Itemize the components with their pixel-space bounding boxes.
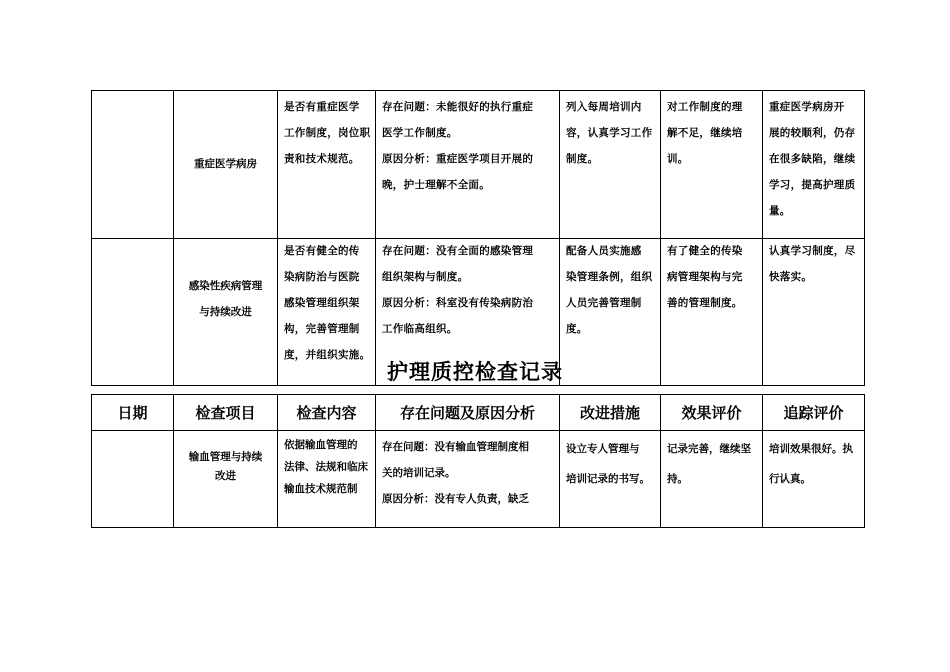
measures-cell: 列入每周培训内 容，认真学习工作 制度。 <box>559 90 660 238</box>
analysis-cell: 存在问题：没有全面的感染管理 组织架构与制度。 原因分析：科室没有传染病防治 工作临高组织。 <box>375 238 559 386</box>
item-cell: 输血管理与持续 改进 <box>173 430 277 527</box>
table-row <box>91 90 865 238</box>
analysis-cell: 存在问题：未能很好的执行重症 医学工作制度。 原因分析：重症医学项目开展的 晚，护士理解不全面。 <box>375 90 559 238</box>
analysis-cell: 存在问题：没有输血管理制度相 关的培训记录。 原因分析：没有专人负责，缺乏 <box>375 430 559 527</box>
effect-cell: 记录完善，继续坚 持。 <box>660 430 762 527</box>
measures-cell: 设立专人管理与 培训记录的书写。 <box>559 430 660 527</box>
header-content: 检查内容 <box>277 394 375 430</box>
date-cell <box>91 430 173 527</box>
tracking-cell: 重症医学病房开 展的较顺利，仍存 在很多缺陷，继续 学习，提高护理质 量。 <box>762 90 865 238</box>
tracking-cell: 培训效果很好。执 行认真。 <box>762 430 865 527</box>
date-cell <box>91 90 173 238</box>
table-row <box>91 430 865 527</box>
table-header-row <box>91 394 865 430</box>
top-table <box>91 90 865 386</box>
item-cell: 重症医学病房 <box>173 90 277 238</box>
content-cell: 是否有重症医学 工作制度，岗位职 责和技术规范。 <box>277 90 375 238</box>
page-title: 护理质控检查记录 <box>387 360 563 384</box>
bottom-table <box>91 394 865 528</box>
header-effect: 效果评价 <box>660 394 762 430</box>
tracking-cell: 认真学习制度，尽 快落实。 <box>762 238 865 386</box>
effect-cell: 有了健全的传染 病管理架构与完 善的管理制度。 <box>660 238 762 386</box>
header-analysis: 存在问题及原因分析 <box>375 394 559 430</box>
header-date: 日期 <box>91 394 173 430</box>
header-tracking: 追踪评价 <box>762 394 865 430</box>
measures-cell: 配备人员实施感 染管理条例，组织 人员完善管理制 度。 <box>559 238 660 386</box>
header-measures: 改进措施 <box>559 394 660 430</box>
effect-cell: 对工作制度的理 解不足，继续培 训。 <box>660 90 762 238</box>
content-cell: 是否有健全的传 染病防治与医院 感染管理组织架 构，完善管理制 度，并组织实施。 <box>277 238 375 386</box>
header-item: 检查项目 <box>173 394 277 430</box>
item-cell: 感染性疾病管理 与持续改进 <box>173 238 277 386</box>
content-cell: 依据输血管理的 法律、法规和临床 输血技术规范制 <box>277 430 375 527</box>
